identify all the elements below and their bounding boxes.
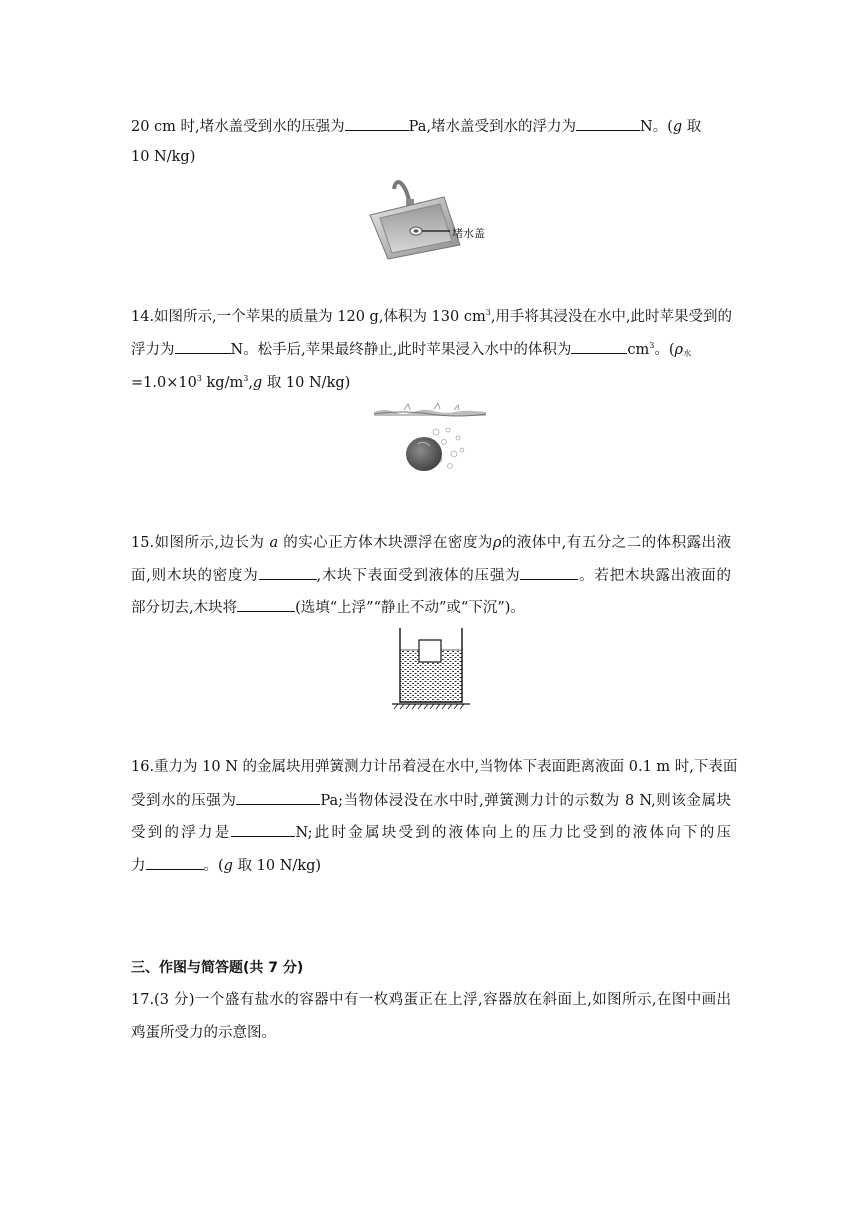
- q16-line-3: 受到的浮力是 N;此时金属块受到的液体向上的压力比受到的液体向下的压: [131, 822, 731, 843]
- answer-blank[interactable]: [259, 565, 317, 580]
- q14-line-3: $=1.0\times 10^3$ $kg/m^3,g$ 取 10 N/kg): [131, 374, 351, 391]
- q14-line-2: 浮力为 N。松手后,苹果最终静止,此时苹果浸入水中的体积为 $cm^3$。($\rho_水$: [131, 341, 692, 358]
- q15-line-1: 15.如图所示,边长为 a 的实心正方体木块漂浮在密度为ρ的液体中,有五分之二的体积露出液: [131, 535, 732, 551]
- answer-blank[interactable]: [520, 565, 578, 580]
- container-block-icon: [392, 626, 470, 710]
- q16-line-1: 16.重力为 10 N 的金属块用弹簧测力计吊着浸在水中,当物体下表面距离液面 0.1 m 时,下表面: [131, 759, 738, 775]
- q17-line-1: 17.(3 分)一个盛有盐水的容器中有一枚鸡蛋正在上浮,容器放在斜面上,如图所示,在图中画出: [131, 992, 731, 1008]
- sink-figure: [366, 175, 496, 260]
- q16-line-4: 力 。(g 取 10 N/kg): [131, 855, 731, 876]
- q13-line-1: 20 cm 时,堵水盖受到水的压强为 Pa,堵水盖受到水的浮力为 N。(g 取: [131, 116, 731, 137]
- answer-blank[interactable]: [175, 339, 231, 354]
- answer-blank[interactable]: [237, 597, 295, 612]
- q15-line-2: 面,则木块的密度为 ,木块下表面受到液体的压强为 。若把木块露出液面的: [131, 565, 731, 586]
- q15-line-3: 部分切去,木块将 (选填“上浮”“静止不动”或“下沉”)。: [131, 597, 731, 618]
- answer-blank[interactable]: [571, 339, 627, 354]
- sink-icon: [366, 175, 496, 260]
- floating-block-figure: [392, 626, 470, 710]
- section-heading: 三、作图与简答题(共 7 分): [131, 960, 304, 976]
- q14-line-1: 14.如图所示,一个苹果的质量为 120 g,体积为 130 $cm^3$,用手将其浸没在水中,此时苹果受到的: [131, 308, 733, 325]
- answer-blank[interactable]: [231, 822, 295, 837]
- answer-blank[interactable]: [146, 855, 204, 870]
- apple-icon: [374, 402, 486, 484]
- q13-line-2: 10 N/kg): [131, 149, 196, 165]
- answer-blank[interactable]: [576, 116, 640, 131]
- apple-in-water-figure: [374, 402, 486, 484]
- answer-blank[interactable]: [236, 790, 320, 805]
- answer-blank[interactable]: [345, 116, 409, 131]
- q17-line-2: 鸡蛋所受力的示意图。: [131, 1025, 276, 1041]
- q16-line-2: 受到水的压强为 Pa;当物体浸没在水中时,弹簧测力计的示数为 8 N,则该金属块: [131, 790, 731, 811]
- drain-cover-label: 堵水盖: [452, 227, 485, 240]
